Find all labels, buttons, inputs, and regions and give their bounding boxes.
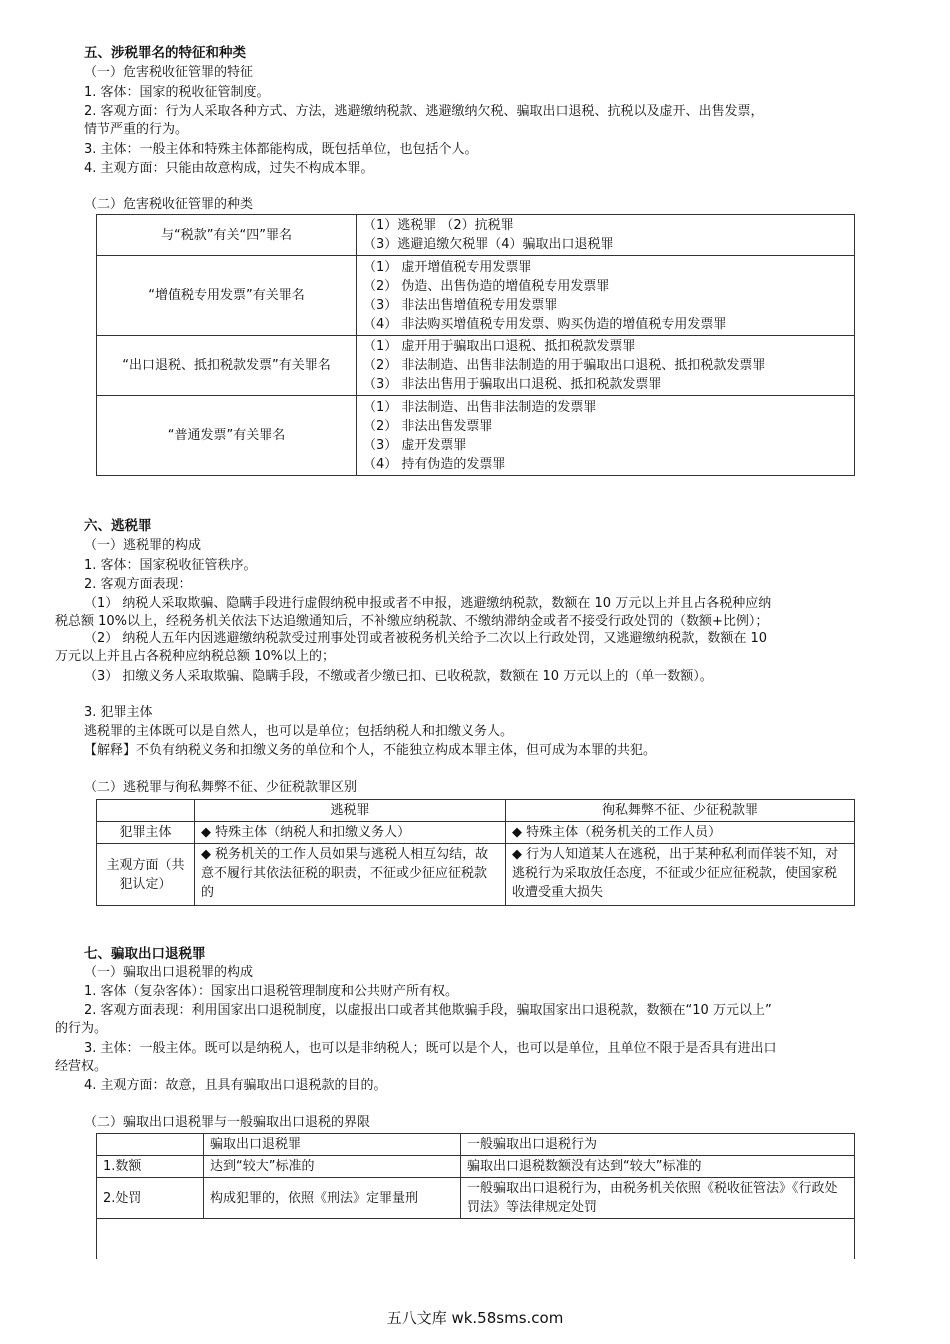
table-row xyxy=(97,1178,855,1219)
section-6-sub1: （一）逃税罪的构成 xyxy=(84,538,202,553)
list-item: （3） 虚开发票罪 xyxy=(363,437,467,453)
tax-evasion-compare-table xyxy=(96,799,855,906)
section-7-sub1: （一）骗取出口退税罪的构成 xyxy=(84,965,254,980)
list-item: （1）逃税罪 （2）抗税罪 xyxy=(363,218,514,233)
section-6-p1: 1. 客体：国家税收征管秩序。 xyxy=(84,558,257,573)
section-7-title: 七、骗取出口退税罪 xyxy=(84,946,206,962)
category-cell: 与“税款”有关“四”罪名 xyxy=(97,215,357,256)
section-5-p4: 4. 主观方面：只能由故意构成，过失不构成本罪。 xyxy=(84,161,374,176)
table-cell: ◆ 税务机关的工作人员如果与逃税人相互勾结，故意不履行其依法征税的职责，不征或少征应征税款的 xyxy=(195,844,506,906)
list-item: （3） 非法出售用于骗取出口退税、抵扣税款发票罪 xyxy=(363,377,662,392)
section-7-p3a: 3. 主体：一般主体。既可以是纳税人，也可以是非纳税人；既可以是个人，也可以是单位，且单位不限于是否具有进出口 xyxy=(84,1041,777,1056)
section-6-p3: 3. 犯罪主体 xyxy=(84,705,153,720)
table-header-cell: 逃税罪 xyxy=(195,800,506,822)
section-6-sub2: （二）逃税罪与徇私舞弊不征、少征税款罪区别 xyxy=(84,780,358,795)
table-empty-cell xyxy=(97,1219,855,1259)
section-6-i1b: 税总额 10%以上，经税务机关依法下达追缴通知后，不补缴应纳税款、不缴纳滞纳金或者不接受行政处罚的（数额+比例）； xyxy=(55,614,769,629)
items-cell xyxy=(357,215,855,256)
section-5-p2b: 情节严重的行为。 xyxy=(84,122,189,137)
table-cell: ◆ 特殊主体（税务机关的工作人员） xyxy=(506,822,855,844)
section-6-p3b: 【解释】不负有纳税义务和扣缴义务的单位和个人，不能独立构成本罪主体，但可成为本罪的共犯。 xyxy=(84,743,657,758)
section-6-i2a: （2） 纳税人五年内因逃避缴纳税款受过刑事处罚或者被税务机关给予二次以上行政处罚，又逃避缴纳税款，数额在 10 xyxy=(84,631,768,646)
table-cell: ◆ 特殊主体（纳税人和扣缴义务人） xyxy=(195,822,506,844)
table-header-cell xyxy=(97,800,195,822)
table-cell: 达到“较大”标准的 xyxy=(204,1156,461,1178)
section-7-p1: 1. 客体（复杂客体）：国家出口退税管理制度和公共财产所有权。 xyxy=(84,984,459,999)
section-5-sub1: （一）危害税收征管罪的特征 xyxy=(84,65,254,80)
table-row xyxy=(97,822,855,844)
table-cell: 主观方面（共犯认定） xyxy=(97,844,195,906)
table-header-row xyxy=(97,1134,855,1156)
footer-watermark: 五八文库 wk.58sms.com xyxy=(386,1309,564,1327)
category-cell: “出口退税、抵扣税款发票”有关罪名 xyxy=(97,336,357,396)
table-row xyxy=(97,256,855,336)
table-empty-row xyxy=(97,1219,855,1259)
list-item: （3）逃避追缴欠税罪（4）骗取出口退税罪 xyxy=(363,237,614,252)
table-cell: ◆ 行为人知道某人在逃税，出于某种私利而佯装不知，对逃税行为采取放任态度，不征或少征应征税款，使国家税收遭受重大损失 xyxy=(506,844,855,906)
table-cell: 一般骗取出口退税行为，由税务机关依照《税收征管法》《行政处罚法》等法律规定处罚 xyxy=(461,1178,855,1219)
section-7-p3b: 经营权。 xyxy=(55,1059,108,1074)
list-item: （4） 持有伪造的发票罪 xyxy=(363,456,506,472)
table-cell: 犯罪主体 xyxy=(97,822,195,844)
table-header-cell: 一般骗取出口退税行为 xyxy=(461,1134,855,1156)
table-header-row xyxy=(97,800,855,822)
items-cell xyxy=(357,336,855,396)
section-7-p2b: 的行为。 xyxy=(55,1021,108,1036)
export-rebate-compare-table xyxy=(96,1133,855,1259)
table-cell: 2.处罚 xyxy=(97,1178,204,1219)
list-item: （2） 非法制造、出售非法制造的用于骗取出口退税、抵扣税款发票罪 xyxy=(363,358,766,373)
items-cell xyxy=(357,396,855,476)
section-7-sub2: （二）骗取出口退税罪与一般骗取出口退税的界限 xyxy=(84,1115,371,1130)
section-7-p4: 4. 主观方面：故意，且具有骗取出口退税款的目的。 xyxy=(84,1078,387,1093)
section-7-p2a: 2. 客观方面表现：利用国家出口退税制度，以虚报出口或者其他欺骗手段，骗取国家出口退税款，数额在“10 万元以上” xyxy=(84,1003,772,1018)
table-cell: 构成犯罪的，依照《刑法》定罪量刑 xyxy=(204,1178,461,1219)
section-5-p3: 3. 主体：一般主体和特殊主体都能构成，既包括单位，也包括个人。 xyxy=(84,142,478,157)
list-item: （4） 非法购买增值税专用发票、购买伪造的增值税专用发票罪 xyxy=(363,316,727,332)
section-6-title: 六、逃税罪 xyxy=(84,518,152,534)
section-5-title: 五、涉税罪名的特征和种类 xyxy=(84,45,246,61)
section-6-i3: （3） 扣缴义务人采取欺骗、隐瞒手段，不缴或者少缴已扣、已收税款，数额在 10 万元以上的（单一数额）。 xyxy=(84,669,713,684)
category-cell: “增值税专用发票”有关罪名 xyxy=(97,256,357,336)
list-item: （2） 非法出售发票罪 xyxy=(363,418,493,434)
table-row xyxy=(97,396,855,476)
list-item: （1） 虚开增值税专用发票罪 xyxy=(363,259,532,275)
category-cell: “普通发票”有关罪名 xyxy=(97,396,357,476)
list-item: （3） 非法出售增值税专用发票罪 xyxy=(363,297,558,313)
table-header-cell: 骗取出口退税罪 xyxy=(204,1134,461,1156)
table-row xyxy=(97,336,855,396)
table-row xyxy=(97,215,855,256)
table-header-cell: 徇私舞弊不征、少征税款罪 xyxy=(506,800,855,822)
table-header-cell xyxy=(97,1134,204,1156)
table-row xyxy=(97,844,855,906)
section-5-p1: 1. 客体：国家的税收征管制度。 xyxy=(84,85,270,100)
section-6-p3a: 逃税罪的主体既可以是自然人，也可以是单位；包括纳税人和扣缴义务人。 xyxy=(84,724,514,739)
items-cell xyxy=(357,256,855,336)
list-item: （1） 虚开用于骗取出口退税、抵扣税款发票罪 xyxy=(363,339,636,354)
crime-types-table xyxy=(96,214,855,476)
table-cell: 1.数额 xyxy=(97,1156,204,1178)
table-row xyxy=(97,1156,855,1178)
list-item: （2） 伪造、出售伪造的增值税专用发票罪 xyxy=(363,278,610,294)
section-5-sub2: （二）危害税收征管罪的种类 xyxy=(84,197,254,212)
section-6-p2: 2. 客观方面表现： xyxy=(84,577,192,592)
list-item: （1） 非法制造、出售非法制造的发票罪 xyxy=(363,399,597,415)
section-5-p2a: 2. 客观方面：行为人采取各种方式、方法，逃避缴纳税款、逃避缴纳欠税、骗取出口退税、抗税以及虚开、出售发票， xyxy=(84,104,764,119)
section-6-i1a: （1） 纳税人采取欺骗、隐瞒手段进行虚假纳税申报或者不申报，逃避缴纳税款，数额在 10 万元以上并且占各税种应纳 xyxy=(84,596,772,611)
section-6-i2b: 万元以上并且占各税种应纳税总额 10%以上的； xyxy=(55,649,336,664)
table-cell: 骗取出口退税数额没有达到“较大”标准的 xyxy=(461,1156,855,1178)
